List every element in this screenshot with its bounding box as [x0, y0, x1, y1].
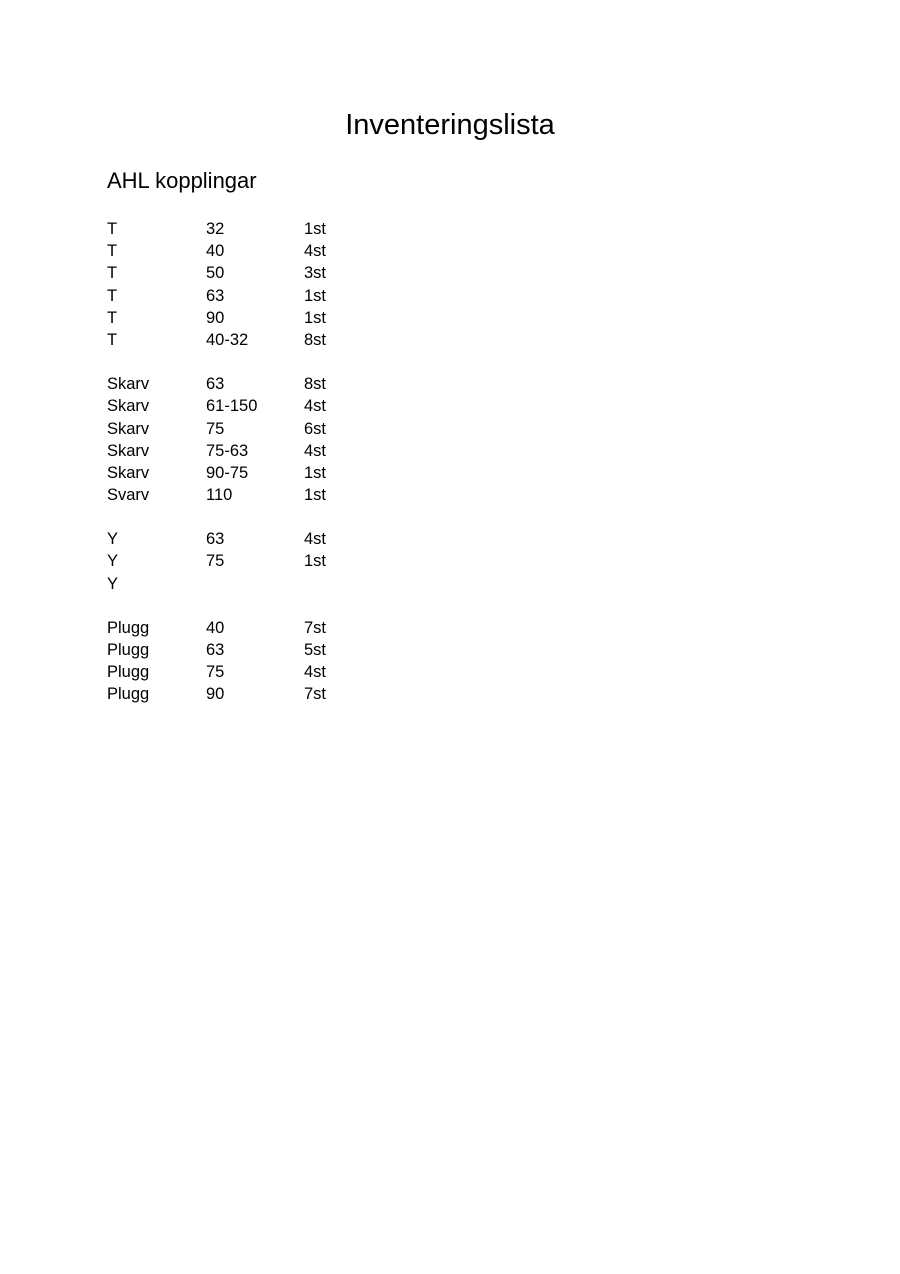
item-type: Y: [107, 530, 119, 549]
item-quantity: 1st: [304, 308, 327, 327]
item-dimension: 90-75: [206, 463, 249, 482]
item-type: T: [107, 264, 118, 283]
item-quantity: 3st: [304, 264, 327, 283]
item-type: Y: [107, 574, 119, 593]
inventory-row: [107, 528, 437, 550]
item-quantity: 1st: [304, 463, 327, 482]
item-type: Skarv: [107, 441, 150, 460]
inventory-row: [107, 218, 437, 240]
inventory-row: [107, 573, 437, 595]
inventory-row: [107, 661, 437, 683]
item-quantity: 1st: [304, 486, 327, 505]
item-quantity: 1st: [304, 286, 327, 305]
item-dimension: 90: [206, 308, 225, 327]
item-dimension: 40-32: [206, 330, 249, 349]
inventory-row: [107, 683, 437, 705]
item-quantity: 4st: [304, 530, 327, 549]
inventory-row: [107, 462, 437, 484]
item-quantity: 8st: [304, 330, 327, 349]
inventory-group: [107, 617, 437, 706]
inventory-row: [107, 373, 437, 395]
item-type: Plugg: [107, 618, 150, 637]
inventory-row: [107, 639, 437, 661]
inventory-row: [107, 550, 437, 572]
item-dimension: 63: [206, 530, 225, 549]
item-quantity: 4st: [304, 663, 327, 682]
item-dimension: 40: [206, 242, 225, 261]
section-title: AHL kopplingar: [107, 168, 257, 193]
inventory-row: [107, 240, 437, 262]
item-quantity: 1st: [304, 220, 327, 238]
inventory-row: [107, 440, 437, 462]
inventory-group: [107, 373, 437, 506]
item-dimension: 75: [206, 552, 225, 571]
item-quantity: 4st: [304, 441, 327, 460]
item-type: T: [107, 220, 118, 238]
item-type: Skarv: [107, 419, 150, 438]
inventory-row: [107, 307, 437, 329]
item-quantity: 4st: [304, 397, 327, 416]
item-quantity: 5st: [304, 641, 327, 659]
item-type: Plugg: [107, 663, 150, 682]
item-quantity: 1st: [304, 552, 327, 571]
item-type: Skarv: [107, 463, 150, 482]
item-quantity: 8st: [304, 375, 327, 394]
item-type: T: [107, 330, 118, 349]
item-dimension: 63: [206, 641, 225, 659]
item-type: Skarv: [107, 375, 150, 394]
page-title: Inventeringslista: [345, 109, 555, 141]
item-type: Plugg: [107, 641, 150, 659]
inventory-row: [107, 285, 437, 307]
item-dimension: 32: [206, 220, 225, 238]
item-dimension: 75: [206, 663, 225, 682]
item-quantity: 7st: [304, 685, 327, 704]
item-quantity: 6st: [304, 419, 327, 438]
inventory-row: [107, 484, 437, 506]
inventory-row: [107, 262, 437, 284]
item-dimension: 50: [206, 264, 225, 283]
item-dimension: 61-150: [206, 397, 258, 416]
item-dimension: 110: [206, 486, 233, 505]
inventory-row: [107, 329, 437, 351]
item-type: T: [107, 308, 118, 327]
item-dimension: 63: [206, 375, 225, 394]
item-type: Plugg: [107, 685, 150, 704]
item-type: Skarv: [107, 397, 150, 416]
inventory-row: [107, 617, 437, 639]
inventory-row: [107, 418, 437, 440]
inventory-list: [107, 218, 437, 728]
item-quantity: 4st: [304, 242, 327, 261]
item-type: Svarv: [107, 486, 150, 505]
item-type: T: [107, 286, 118, 305]
item-dimension: 90: [206, 685, 225, 704]
item-type: T: [107, 242, 118, 261]
item-dimension: 75-63: [206, 441, 249, 460]
inventory-row: [107, 395, 437, 417]
inventory-group: [107, 528, 437, 595]
item-dimension: 63: [206, 286, 225, 305]
item-type: Y: [107, 552, 119, 571]
item-quantity: 7st: [304, 618, 327, 637]
item-dimension: 75: [206, 419, 225, 438]
inventory-group: [107, 218, 437, 351]
item-dimension: 40: [206, 618, 225, 637]
